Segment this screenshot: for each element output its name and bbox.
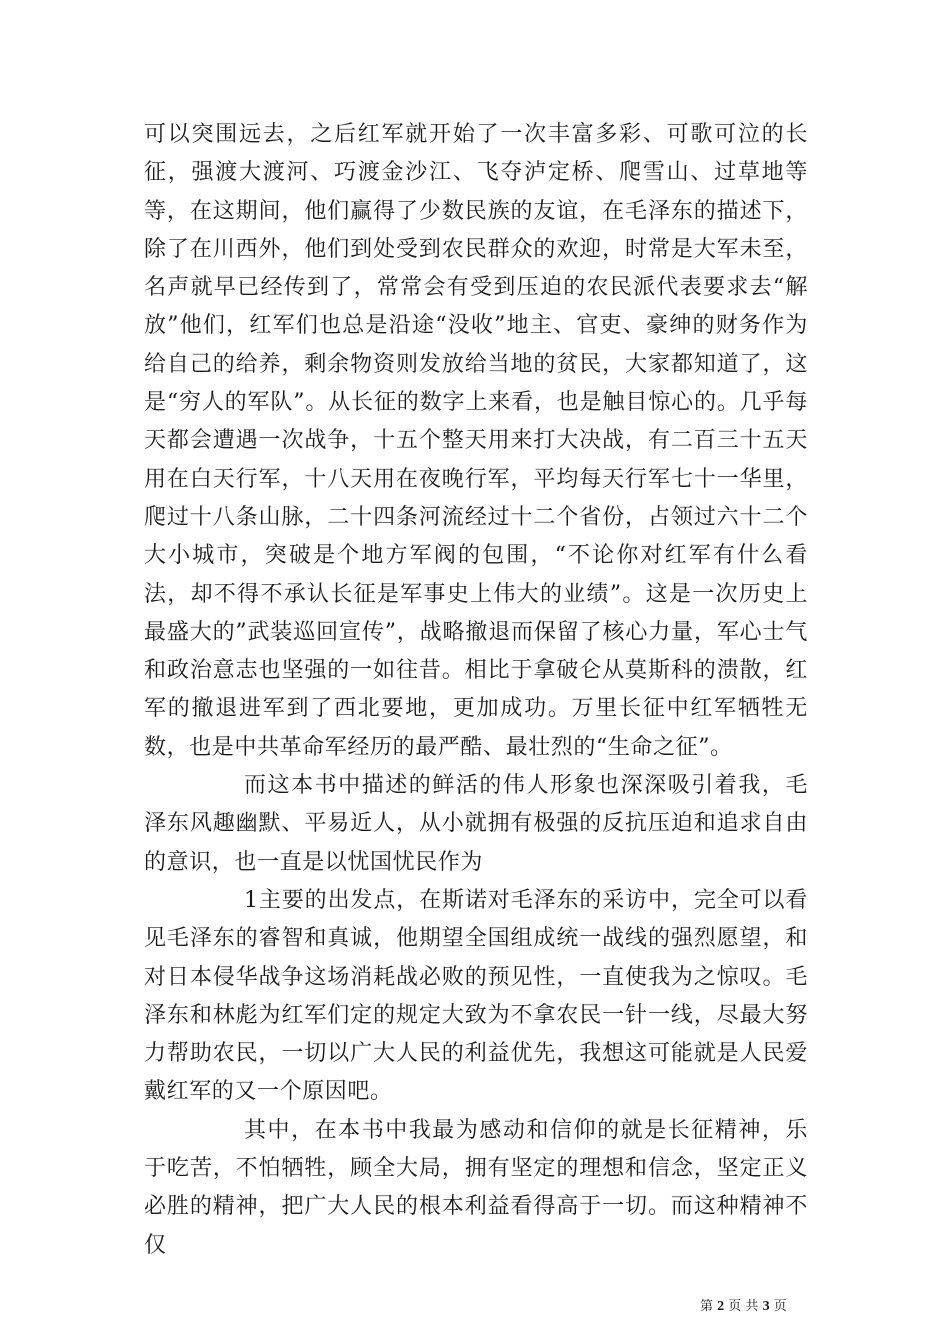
paragraph-3: 1主要的出发点，在斯诺对毛泽东的采访中，完全可以看见毛泽东的睿智和真诚，他期望全国组成统一战线的强烈愿望，和对日本侵华战争这场消耗战必败的预见性，一直使我为之惊叹。毛泽东和林彪为红军们定的规定大致为不拿农民一针一线，尽最大努力帮助农民，一切以广大人民的利益优先，我想这可能就是人民爱戴红军的又一个原因吧。: [144, 887, 808, 1105]
current-page-number: 2: [717, 1299, 725, 1314]
paragraph-4: 其中，在本书中我最为感动和信仰的就是长征精神，乐于吃苦，不怕牺牲，顾全大局，拥有坚定的理想和信念，坚定正义必胜的精神，把广大人民的根本利益看得高于一切。而这种精神不仅: [144, 1117, 808, 1258]
document-body: [144, 116, 808, 1265]
paragraph-2: 而这本书中描述的鲜活的伟人形象也深深吸引着我，毛泽东风趣幽默、平易近人，从小就拥有极强的反抗压迫和追求自由的意识，也一直是以忧国忧民作为: [144, 773, 808, 875]
footer-suffix: 页: [773, 1299, 787, 1314]
footer-middle: 页 共: [728, 1299, 759, 1314]
footer-prefix: 第: [700, 1299, 714, 1314]
paragraph-1: 可以突围远去，之后红军就开始了一次丰富多彩、可歌可泣的长征，强渡大渡河、巧渡金沙江、飞夺泸定桥、爬雪山、过草地等等，在这期间，他们赢得了少数民族的友谊，在毛泽东的描述下，除了在川西外，他们到处受到农民群众的欢迎，时常是大军未至，名声就早已经传到了，常常会有受到压迫的农民派代表要求去“解放”他们，红军们也总是沿途“没收”地主、官吏、豪绅的财务作为给自己的给养，剩余物资则发放给当地的贫民，大家都知道了，这是“穷人的军队”。从长征的数字上来看，也是触目惊心的。几乎每天都会遭遇一次战争，十五个整天用来打大决战，有二百三十五天用在白天行军，十八天用在夜晚行军，平均每天行军七十一华里，爬过十八条山脉，二十四条河流经过十二个省份，占领过六十二个大小城市，突破是个地方军阀的包围，“不论你对红军有什么看法，却不得不承认长征是军事史上伟大的业绩”。这是一次历史上最盛大的”武装巡回宣传”，战略撤退而保留了核心力量，军心士气和政治意志也坚强的一如往昔。相比于拿破仑从莫斯科的溃散，红军的撤退进军到了西北要地，更加成功。万里长征中红军牺牲无数，也是中共革命军经历的最严酷、最壮烈的“生命之征”。: [144, 122, 808, 760]
page-number-footer: [700, 1295, 787, 1315]
total-pages-number: 3: [762, 1299, 770, 1314]
